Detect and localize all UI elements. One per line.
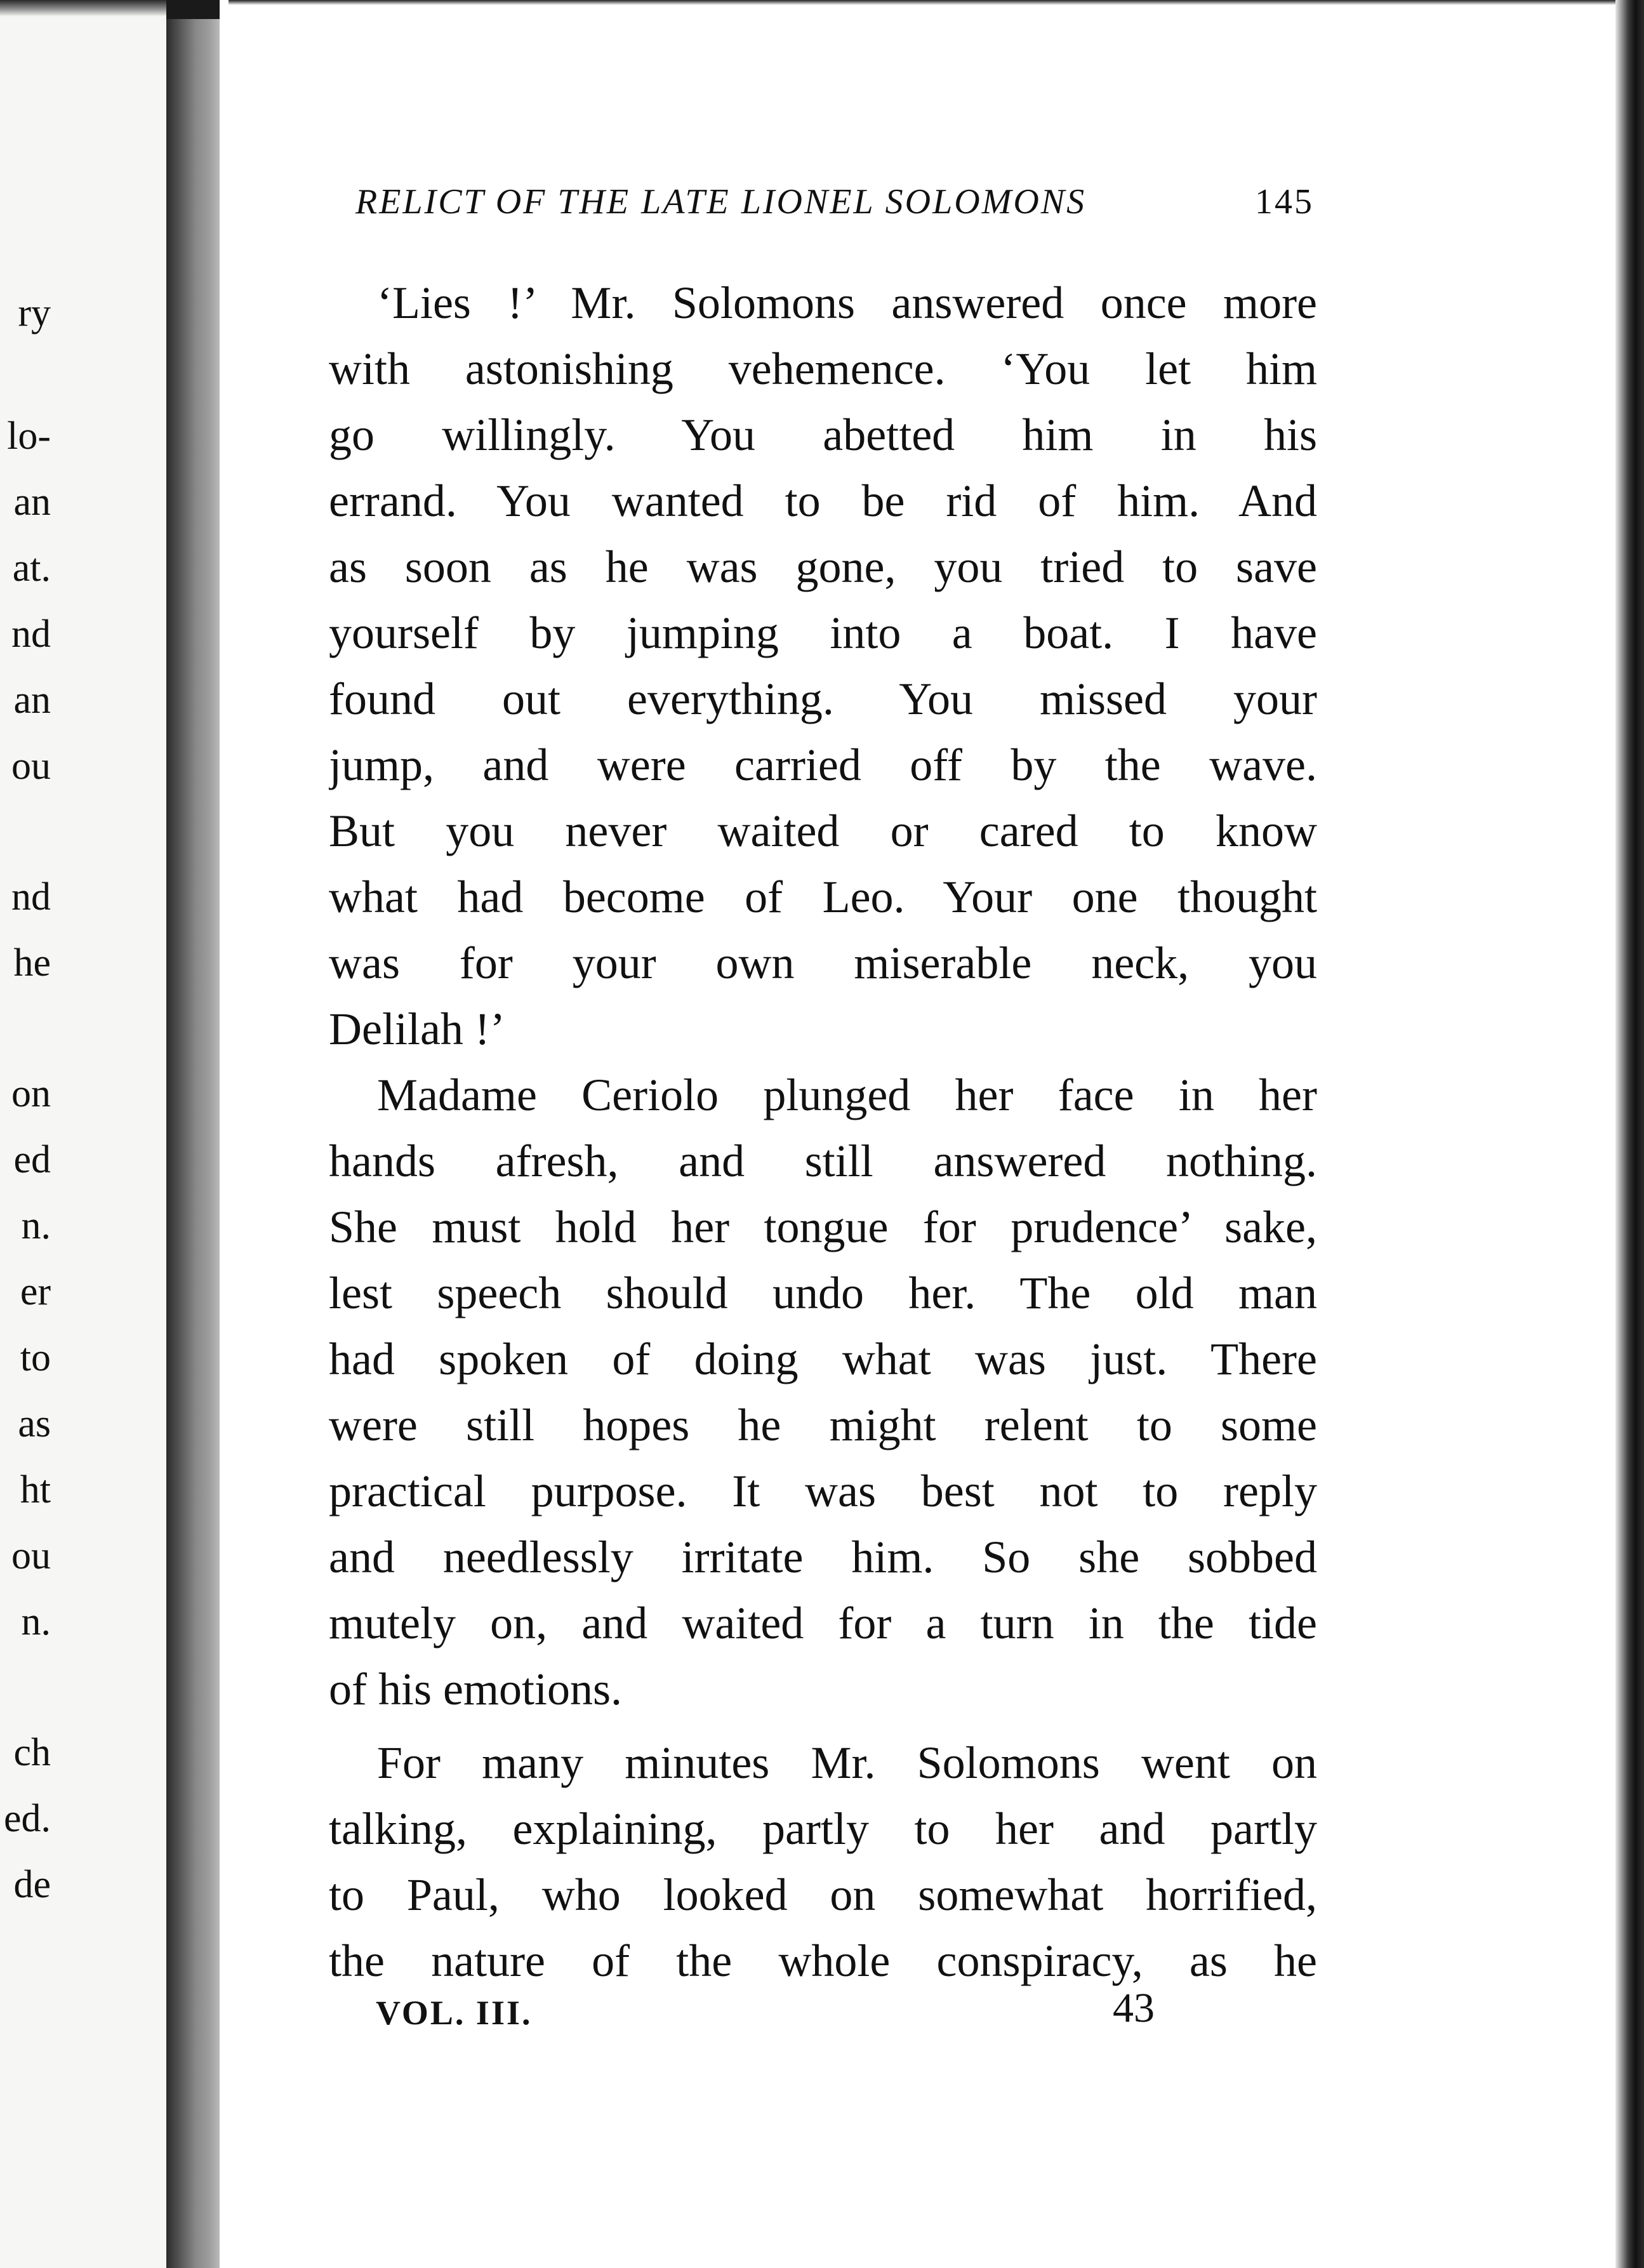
- left-fragment: n.: [21, 1600, 51, 1643]
- left-fragment: ou: [11, 1534, 51, 1577]
- text-line: For many minutes Mr. Solomons went on: [377, 1737, 1317, 1788]
- volume-mark: VOL. III.: [376, 1994, 533, 2032]
- text-line: She must hold her tongue for prudence’ sake,: [329, 1202, 1317, 1252]
- right-page-top-shadow: [229, 0, 1615, 5]
- left-fragment: ed: [13, 1138, 51, 1181]
- left-fragment: an: [13, 481, 51, 524]
- left-fragment: ch: [13, 1731, 51, 1774]
- text-line: lest speech should undo her. The old man: [329, 1268, 1317, 1318]
- signature-mark: 43: [1113, 1985, 1155, 2031]
- text-line: and needlessly irritate him. So she sobbed: [329, 1532, 1317, 1582]
- left-fragment: ed.: [3, 1797, 51, 1840]
- text-line: the nature of the whole conspiracy, as he: [329, 1935, 1317, 1986]
- text-line: found out everything. You missed your: [329, 673, 1317, 724]
- left-fragment: de: [13, 1863, 51, 1906]
- left-fragment: an: [13, 679, 51, 722]
- text-line: But you never waited or cared to know: [329, 806, 1317, 856]
- left-fragment: he: [13, 941, 51, 985]
- text-line: was for your own miserable neck, you: [329, 938, 1317, 988]
- text-line: practical purpose. It was best not to reply: [329, 1466, 1317, 1516]
- right-page-edge: [1615, 0, 1644, 2268]
- text-line: talking, explaining, partly to her and partly: [329, 1803, 1317, 1854]
- body-text: [329, 270, 1317, 1994]
- text-line: with astonishing vehemence. ‘You let him: [329, 343, 1317, 394]
- text-line: as soon as he was gone, you tried to save: [329, 541, 1317, 592]
- text-line: were still hopes he might relent to some: [329, 1400, 1317, 1450]
- left-page-text-fragments: [0, 0, 159, 2268]
- left-fragment: on: [11, 1072, 51, 1115]
- left-fragment: to: [20, 1336, 51, 1379]
- text-line: of his emotions.: [329, 1664, 622, 1714]
- left-fragment: nd: [11, 613, 51, 656]
- left-fragment: as: [18, 1402, 51, 1445]
- left-fragment: n.: [21, 1204, 51, 1247]
- text-line: hands afresh, and still answered nothing.: [329, 1136, 1317, 1186]
- page-number: 145: [1255, 182, 1314, 222]
- left-facing-page: [0, 0, 166, 2268]
- left-fragment: ry: [18, 291, 51, 335]
- text-line: errand. You wanted to be rid of him. And: [329, 475, 1317, 526]
- left-fragment: er: [20, 1270, 51, 1313]
- text-line: jump, and were carried off by the wave.: [329, 739, 1317, 790]
- text-line: to Paul, who looked on somewhat horrified,: [329, 1869, 1317, 1920]
- running-head-title: RELICT OF THE LATE LIONEL SOLOMONS: [355, 182, 1087, 222]
- text-line: had spoken of doing what was just. There: [329, 1334, 1317, 1384]
- text-line: Delilah !’: [329, 1004, 505, 1054]
- text-line: mutely on, and waited for a turn in the tide: [329, 1598, 1317, 1648]
- left-fragment: ou: [11, 745, 51, 788]
- text-line: what had become of Leo. Your one thought: [329, 872, 1317, 922]
- text-line: yourself by jumping into a boat. I have: [329, 607, 1317, 658]
- left-fragment: lo-: [7, 414, 51, 458]
- text-line: go willingly. You abetted him in his: [329, 409, 1317, 460]
- left-fragment: nd: [11, 875, 51, 918]
- left-fragment: ht: [20, 1468, 51, 1511]
- left-fragment: at.: [12, 547, 51, 590]
- running-head: [355, 182, 1314, 232]
- text-line: Madame Ceriolo plunged her face in her: [377, 1070, 1317, 1120]
- book-gutter: [166, 0, 220, 2268]
- text-line: ‘Lies !’ Mr. Solomons answered once more: [377, 277, 1317, 328]
